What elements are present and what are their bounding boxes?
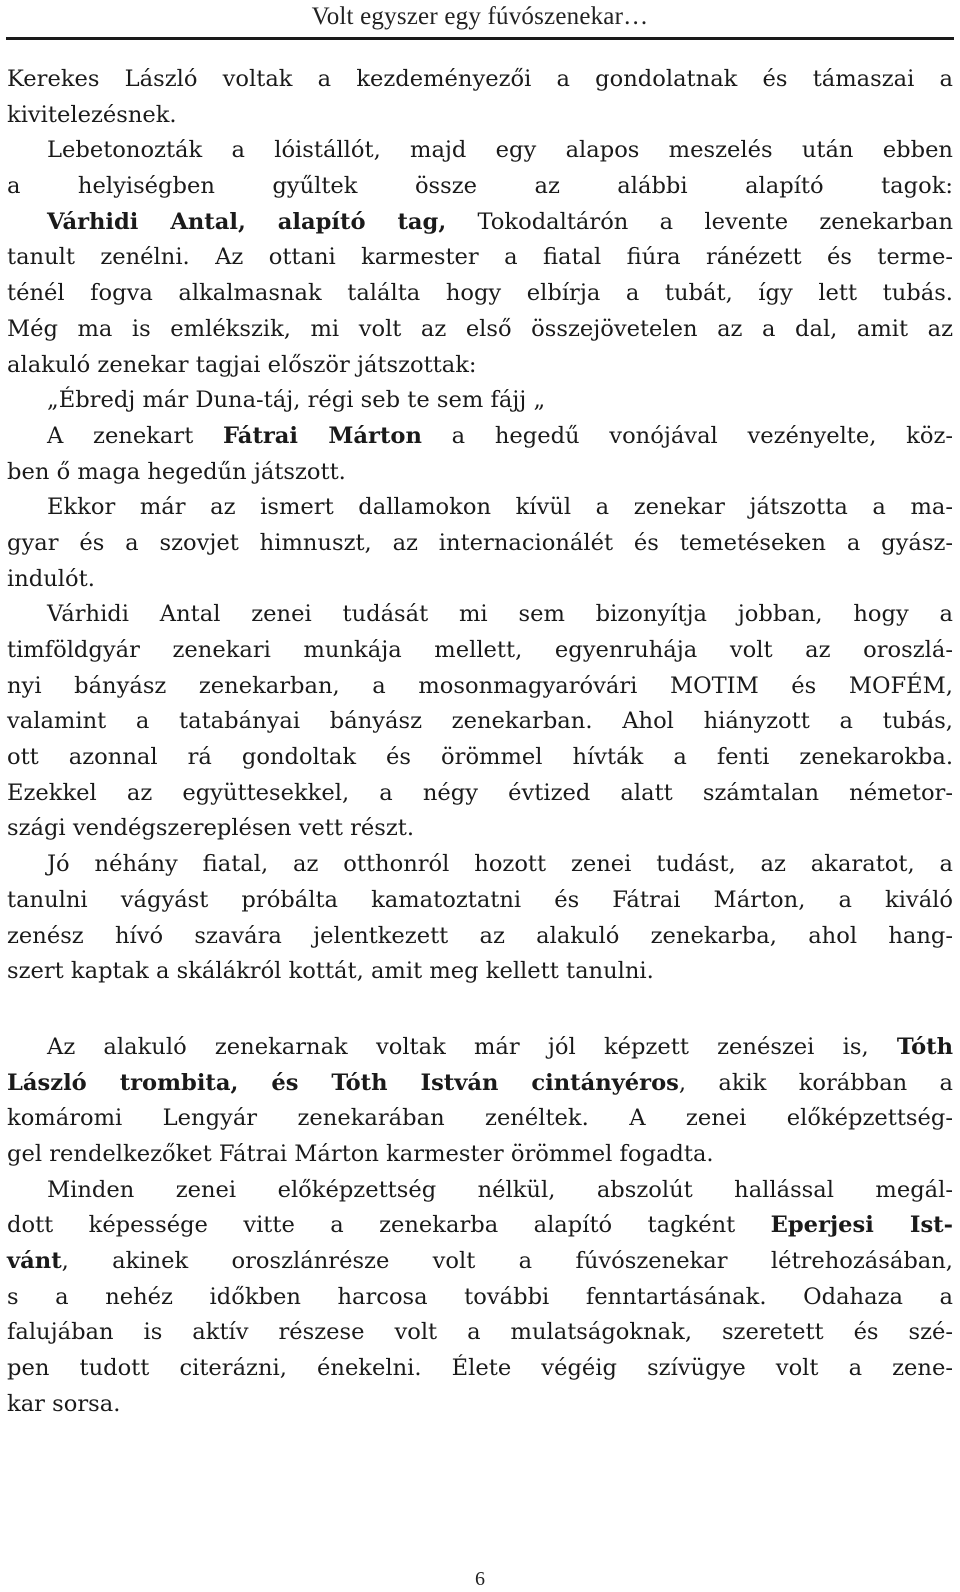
text-line: gel rendelkezőket Fátrai Márton karmester örömmel fogadta. — [7, 1140, 714, 1167]
text-line: gyar és a szovjet himnuszt, az internacionálét és temetéseken a gyász- — [7, 529, 953, 556]
text-line: szert kaptak a skálákról kottát, amit meg kellett tanulni. — [7, 958, 654, 985]
bold-name: vánt — [7, 1248, 62, 1274]
bold-name: Tóth — [896, 1033, 953, 1060]
text-line — [7, 419, 953, 455]
text-line: Kerekes László voltak a kezdeményezői a gondolatnak és támaszai a — [7, 66, 953, 92]
text-fragment: Tokodaltárón a levente zenekarban — [446, 208, 953, 235]
text-line: nyi bányász zenekarban, a mosonmagyaróvári MOTIM és MOFÉM, — [7, 672, 953, 699]
text-line — [7, 1066, 953, 1102]
header-title: Volt egyszer egy fúvószenekar… — [311, 3, 649, 30]
bold-name: Várhidi Antal, alapító tag, — [47, 208, 447, 235]
text-line — [7, 205, 953, 241]
text-line: komáromi Lengyár zenekarában zenéltek. A zenei előképzettség- — [7, 1105, 953, 1132]
page-number: 6 — [475, 1568, 485, 1590]
bold-name: László trombita, és Tóth István cintányéros — [7, 1069, 679, 1096]
page-body — [7, 62, 953, 1422]
text-line: falujában is aktív részese volt a mulatságoknak, szeretett és szé- — [7, 1319, 953, 1346]
text-fragment: a hegedű vonójával vezényelte, köz- — [421, 422, 953, 449]
text-line: a helyiségben gyűltek össze az alábbi alapító tagok: — [7, 173, 953, 200]
text-fragment: , akik korábban a — [678, 1069, 953, 1096]
text-fragment: , akinek oroszlánrésze volt a fúvószenekar létrehozásában, — [61, 1248, 953, 1274]
text-line: Lebetonozták a lóistállót, majd egy alapos meszelés után ebben — [47, 137, 953, 164]
text-line: zenész hívó szavára jelentkezett az alakuló zenekarba, ahol hang- — [7, 922, 953, 949]
text-line: s a nehéz időkben harcosa további fenntartásának. Odahaza a — [7, 1283, 953, 1310]
text-line: timföldgyár zenekari munkája mellett, egyenruhája volt az oroszlá- — [7, 637, 953, 663]
text-line: ben ő maga hegedűn játszott. — [7, 458, 346, 485]
song-quote: „Ébredj már Duna-táj, régi seb te sem fájj „ — [47, 387, 546, 414]
text-line: pen tudott citerázni, énekelni. Élete végéig szívügye volt a zene- — [7, 1355, 953, 1382]
text-line: tanult zenélni. Az ottani karmester a fiatal fiúra ránézett és terme- — [7, 244, 953, 271]
text-fragment: A zenekart — [47, 422, 223, 449]
text-line: Minden zenei előképzettség nélkül, abszolút hallással megál- — [47, 1176, 953, 1203]
text-line: Ezekkel az együttesekkel, a négy évtized alatt számtalan németor- — [7, 779, 953, 806]
text-line: Jó néhány fiatal, az otthonról hozott zenei tudást, az akaratot, a — [47, 851, 953, 878]
text-line: valamint a tatabányai bányász zenekarban. Ahol hiányzott a tubás, — [7, 708, 953, 735]
text-fragment: dott képessége vitte a zenekarba alapító tagként — [7, 1212, 771, 1239]
paragraph-gap — [7, 990, 953, 1030]
text-line: tanulni vágyást próbálta kamatoztatni és Fátrai Márton, a kiváló — [7, 886, 953, 913]
text-line: ténél fogva alkalmasnak találta hogy elbírja a tubát, így lett tubás. — [7, 280, 953, 307]
bold-name: Eperjesi Ist- — [770, 1212, 953, 1239]
text-line: kivitelezésnek. — [7, 101, 177, 128]
bold-name: Fátrai Márton — [223, 422, 422, 449]
header-divider — [6, 37, 954, 40]
running-header — [0, 0, 960, 36]
text-line: ott azonnal rá gondoltak és örömmel hívták a fenti zenekarokba. — [7, 744, 953, 771]
text-line: Ekkor már az ismert dallamokon kívül a zenekar játszotta a ma- — [47, 494, 953, 521]
text-fragment: Az alakuló zenekarnak voltak már jól képzett zenészei is, — [47, 1033, 897, 1060]
text-line: kar sorsa. — [7, 1390, 121, 1417]
text-line: Még ma is emlékszik, mi volt az első összejövetelen az a dal, amit az — [7, 315, 953, 342]
text-line: alakuló zenekar tagjai először játszottak: — [7, 351, 477, 378]
text-line: szági vendégszereplésen vett részt. — [7, 815, 415, 842]
text-line — [7, 1244, 953, 1280]
text-line: indulót. — [7, 565, 95, 592]
text-line: Várhidi Antal zenei tudását mi sem bizonyítja jobban, hogy a — [47, 601, 953, 628]
text-line — [7, 1208, 953, 1244]
text-line — [7, 1030, 953, 1066]
